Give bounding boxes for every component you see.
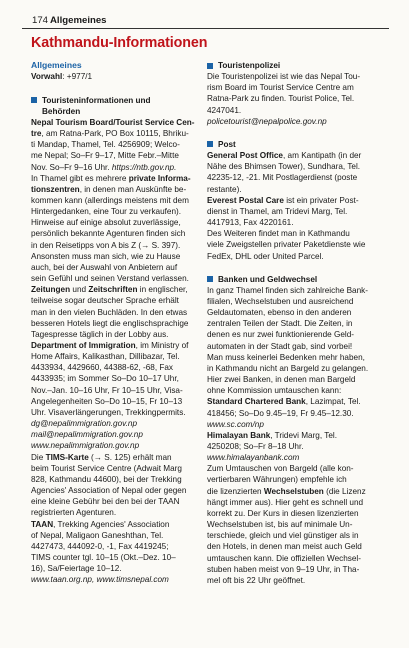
section-square-icon xyxy=(207,141,213,147)
standard-chartered-entry: Standard Chartered Bank, Lazimpat, Tel. 418456; So–Do 9.45–19, Fr 9.45–12.30. www.sc.com/np xyxy=(207,396,375,429)
taan-entry: TAAN, Trekking Agencies' Association of Nepal, Maligaon Ganeshthan, Tel. 4427473, 444092-0, -1, Fax 4419245; TIMS counter tgl. 10–15 (Okt.–Dez. 10– 16), Sa/Feiertage 10–12. www.taan.org.np, www.timsnepal.com xyxy=(31,519,198,586)
subheading-allgemeines: Allgemeines xyxy=(31,60,82,70)
taan-websites[interactable]: www.taan.org.np, www.timsnepal.com xyxy=(31,575,169,585)
section-heading-touristeninformationen: Touristeninformationen und Behörden xyxy=(31,95,198,117)
section-heading-touristenpolizei: Touristenpolizei xyxy=(207,60,375,71)
section-square-icon xyxy=(207,276,213,282)
exchange-paragraph: Zum Umtauschen von Bargeld (alle kon- vertierbaren Währungen) empfehle ich die lizenzierten Wechselstuben (die Lizenz hängt immer aus). Hier geht es schnell und korrekt zu. Der Kurs in diesen lizenzierten Wechselstuben ist, bis auf minimale Un- terschiede, gleich und viel günstiger als in den Hotels, in denen man meist auch Geld umtauschen kann. Die offiziellen Wechsel- stuben haben meist von 9–19 Uhr, in Tha- mel oft bis 22 Uhr geöffnet. xyxy=(207,464,366,585)
page-number: 174 xyxy=(32,15,49,26)
page-header xyxy=(22,12,389,28)
immigration-entry: Department of Immigration, im Ministry of Home Affairs, Kalikasthan, Dillibazar, Tel. 4433934, 4429660, 44388-62, -68, Fax 4433935; im Sommer So–Do 10–17 Uhr, Nov.–Jan. 10–16 Uhr, Fr 10–15 Uhr, Visa- Angelegenheiten So–Do 10–15, Fr 10–13 Uhr. Visaverlängerungen, Trekkingpermits. dg@nepalimmigration.gov.np mail@nepalimmigration.gov.np www.nepalimmigration.gov.np xyxy=(31,340,198,452)
section-heading-post: Post xyxy=(207,139,375,150)
ntb-entry: Nepal Tourism Board/Tourist Service Cen- tre, am Ratna-Park, PO Box 10115, Bhriku- ti Mandap, Thamel, Tel. 4256909; Welco- me Nepal; So–Fr 9–17, Mitte Febr.–Mitte Nov. So–Fr 9–16 Uhr. https://ntb.gov.np. In Thamel gibt es mehrere private Informa- tionszentren, in denen man Auskünfte be- kommen kann (allerdings meistens mit dem Hintergedanken, eine Tour zu verkaufen). Hinweise auf einige absolut zuverlässige, persönlich bekannte Agenturen finden sich in den Reisetipps von A bis Z (→ S. 397). Ansonsten muss man sich, wie zu Hause auch, bei der Auswahl von Anbietern auf sein Gefühl und seinen Verstand verlassen. Zeitungen und Zeitschriften in englischer, teilweise sogar deutscher Sprache erhält man in den vielen Buchläden. In den etwas besseren Hotels liegt die englischsprachige Tagespresse täglich in der Lobby aus. xyxy=(31,117,195,339)
police-email[interactable]: policetourist@nepalpolice.gov.np xyxy=(207,116,327,126)
header-rule xyxy=(22,28,389,29)
immigration-email-2[interactable]: mail@nepalimmigration.gov.np xyxy=(31,430,143,440)
page-title: Kathmandu-Informationen xyxy=(31,35,208,51)
banks-intro: In ganz Thamel finden sich zahlreiche Bank- filialen, Wechselstuben und ausreichend Geldautomaten, ebenso in den anderen zentralen Teilen der Stadt. Die Zeiten, in denen es nur zwei funktionierende Geld- automaten in der Stadt gab, sind vorbei! Man muss keinerlei Bedenken mehr haben, in Kathmandu nicht an Bargeld zu gelangen. Hier zwei Banken, in denen man Bargeld ohne Kommission umtauschen kann: xyxy=(207,285,369,396)
himalayan-website[interactable]: www.himalayanbank.com xyxy=(207,453,300,463)
tourist-police-entry: Die Touristenpolizei ist wie das Nepal Tou- rism Board im Tourist Service Centre am Ratna-Park zu finden. Tourist Police, Tel. 4247041. policetourist@nepalpolice.gov.np xyxy=(207,71,375,127)
right-column xyxy=(207,60,375,586)
gpo-entry: General Post Office, am Kantipath (in der Nähe des Bhimsen Tower), Sundhara, Tel. 42235-12, -21. Mit Postlagerdienst (poste restante). xyxy=(207,151,362,194)
section-heading-banken: Banken und Geldwechsel xyxy=(207,274,375,285)
section-square-icon xyxy=(207,63,213,69)
himalayan-bank-entry: Himalayan Bank, Tridevi Marg, Tel. 4250208; So–Fr 8–18 Uhr. www.himalayanbank.com xyxy=(207,430,375,463)
running-section-title: Allgemeines xyxy=(50,15,107,26)
left-column xyxy=(31,60,198,585)
immigration-email-1[interactable]: dg@nepalimmigration.gov.np xyxy=(31,419,138,429)
section-square-icon xyxy=(31,97,37,103)
tims-entry: Die TIMS-Karte (→ S. 125) erhält man beim Tourist Service Centre (Adwait Marg 828, Kathmandu 44600), bei der Trekking Agencies' Association of Nepal oder gegen eine kleine Gebühr bei den bei der TAAN registrierten Agenturen. xyxy=(31,452,187,518)
everest-postal-entry: Everest Postal Care ist ein privater Post- dienst in Thamel, am Tridevi Marg, Tel. 4417913, Fax 4220161. Des Weiteren findet man in Kathmandu viele Zweigstellen privater Paketdienste wie FedEx, DHL oder United Parcel. xyxy=(207,195,366,261)
ntb-link[interactable]: https://ntb.gov.np. xyxy=(111,162,177,172)
immigration-website[interactable]: www.nepalimmigration.gov.np xyxy=(31,441,140,451)
vorwahl-line: Vorwahl: +977/1 xyxy=(31,72,93,82)
scb-website[interactable]: www.sc.com/np xyxy=(207,419,264,429)
